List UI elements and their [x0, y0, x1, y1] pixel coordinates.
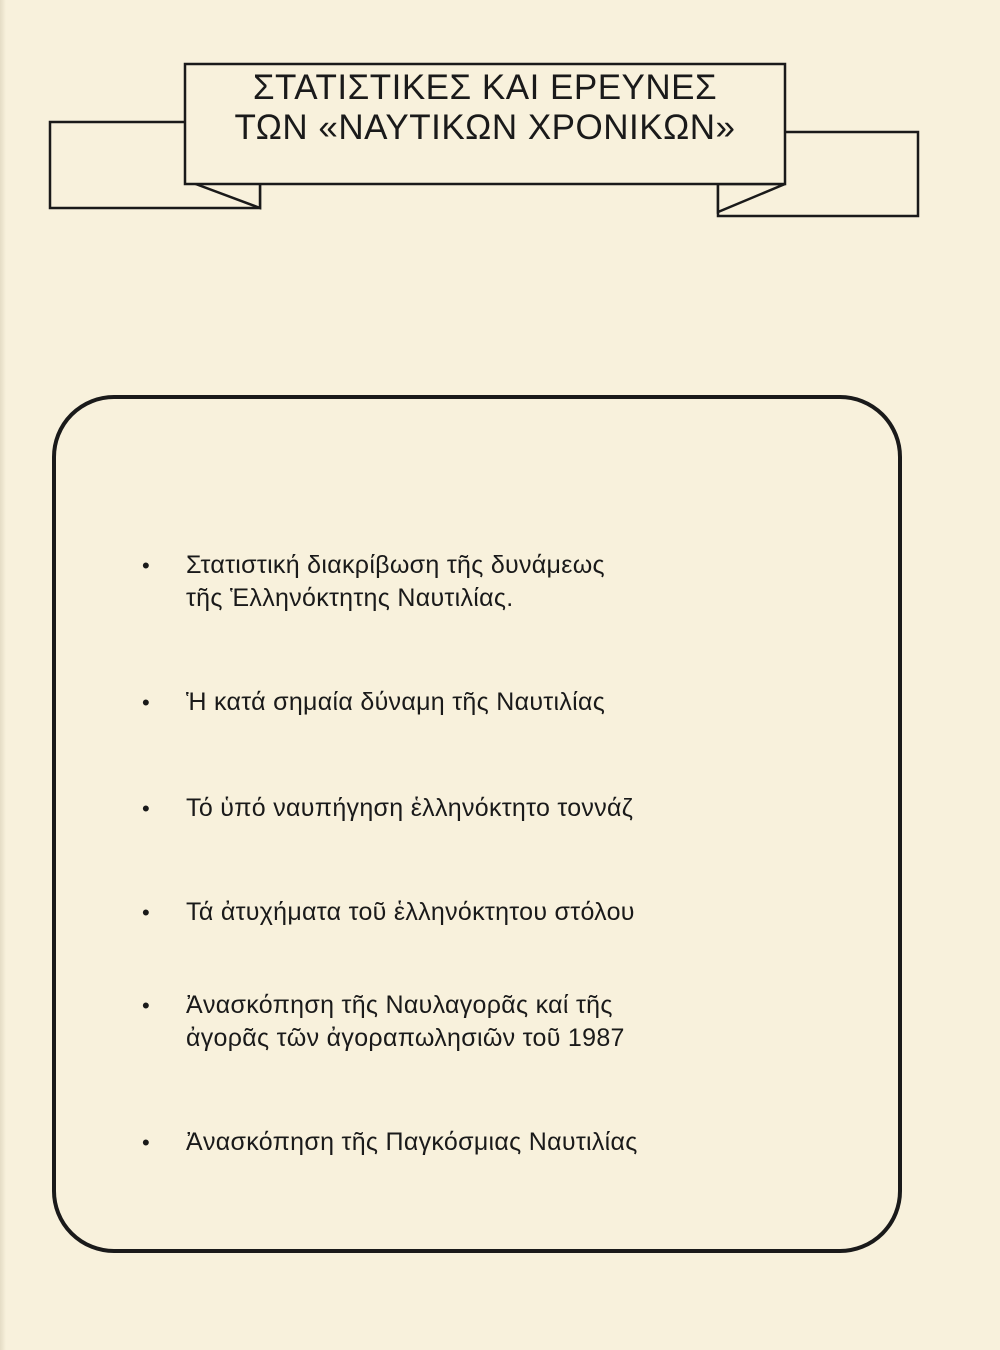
page-title — [185, 68, 785, 148]
bullet-icon: • — [141, 900, 150, 925]
topic-text: Ἀνασκόπηση τῆς Παγκόσμιας Ναυτιλίας — [186, 1128, 638, 1156]
list-item — [141, 549, 826, 615]
title-line-2: ΤΩΝ «ΝΑΥΤΙΚΩΝ ΧΡΟΝΙΚΩΝ» — [234, 108, 736, 147]
topic-text: Τά ἀτυχήματα τοῦ ἑλληνόκτητου στόλου — [186, 898, 635, 926]
bullet-icon: • — [141, 553, 150, 578]
bullet-icon: • — [141, 993, 150, 1018]
list-item — [141, 1126, 826, 1159]
list-item — [141, 686, 826, 719]
bullet-icon: • — [141, 796, 150, 821]
list-item — [141, 792, 826, 825]
list-item — [141, 896, 826, 929]
topic-text: Ἀνασκόπηση τῆς Ναυλαγορᾶς καί τῆς ἀγορᾶς τῶν ἀγοραπωλησιῶν τοῦ 1987 — [186, 991, 625, 1052]
list-item — [141, 989, 826, 1055]
topic-list — [56, 399, 898, 1249]
topic-text: Ἡ κατά σημαία δύναμη τῆς Ναυτιλίας — [186, 688, 606, 716]
topic-text: Στατιστική διακρίβωση τῆς δυνάμεως τῆς Ἑλληνόκτητης Ναυτιλίας. — [186, 551, 605, 612]
bullet-icon: • — [141, 1130, 150, 1155]
topics-panel — [52, 395, 902, 1253]
topic-text: Τό ὑπό ναυπήγηση ἑλληνόκτητο τοννάζ — [186, 794, 634, 822]
title-line-1: ΣΤΑΤΙΣΤΙΚΕΣ ΚΑΙ ΕΡΕΥΝΕΣ — [252, 68, 718, 107]
bullet-icon: • — [141, 690, 150, 715]
